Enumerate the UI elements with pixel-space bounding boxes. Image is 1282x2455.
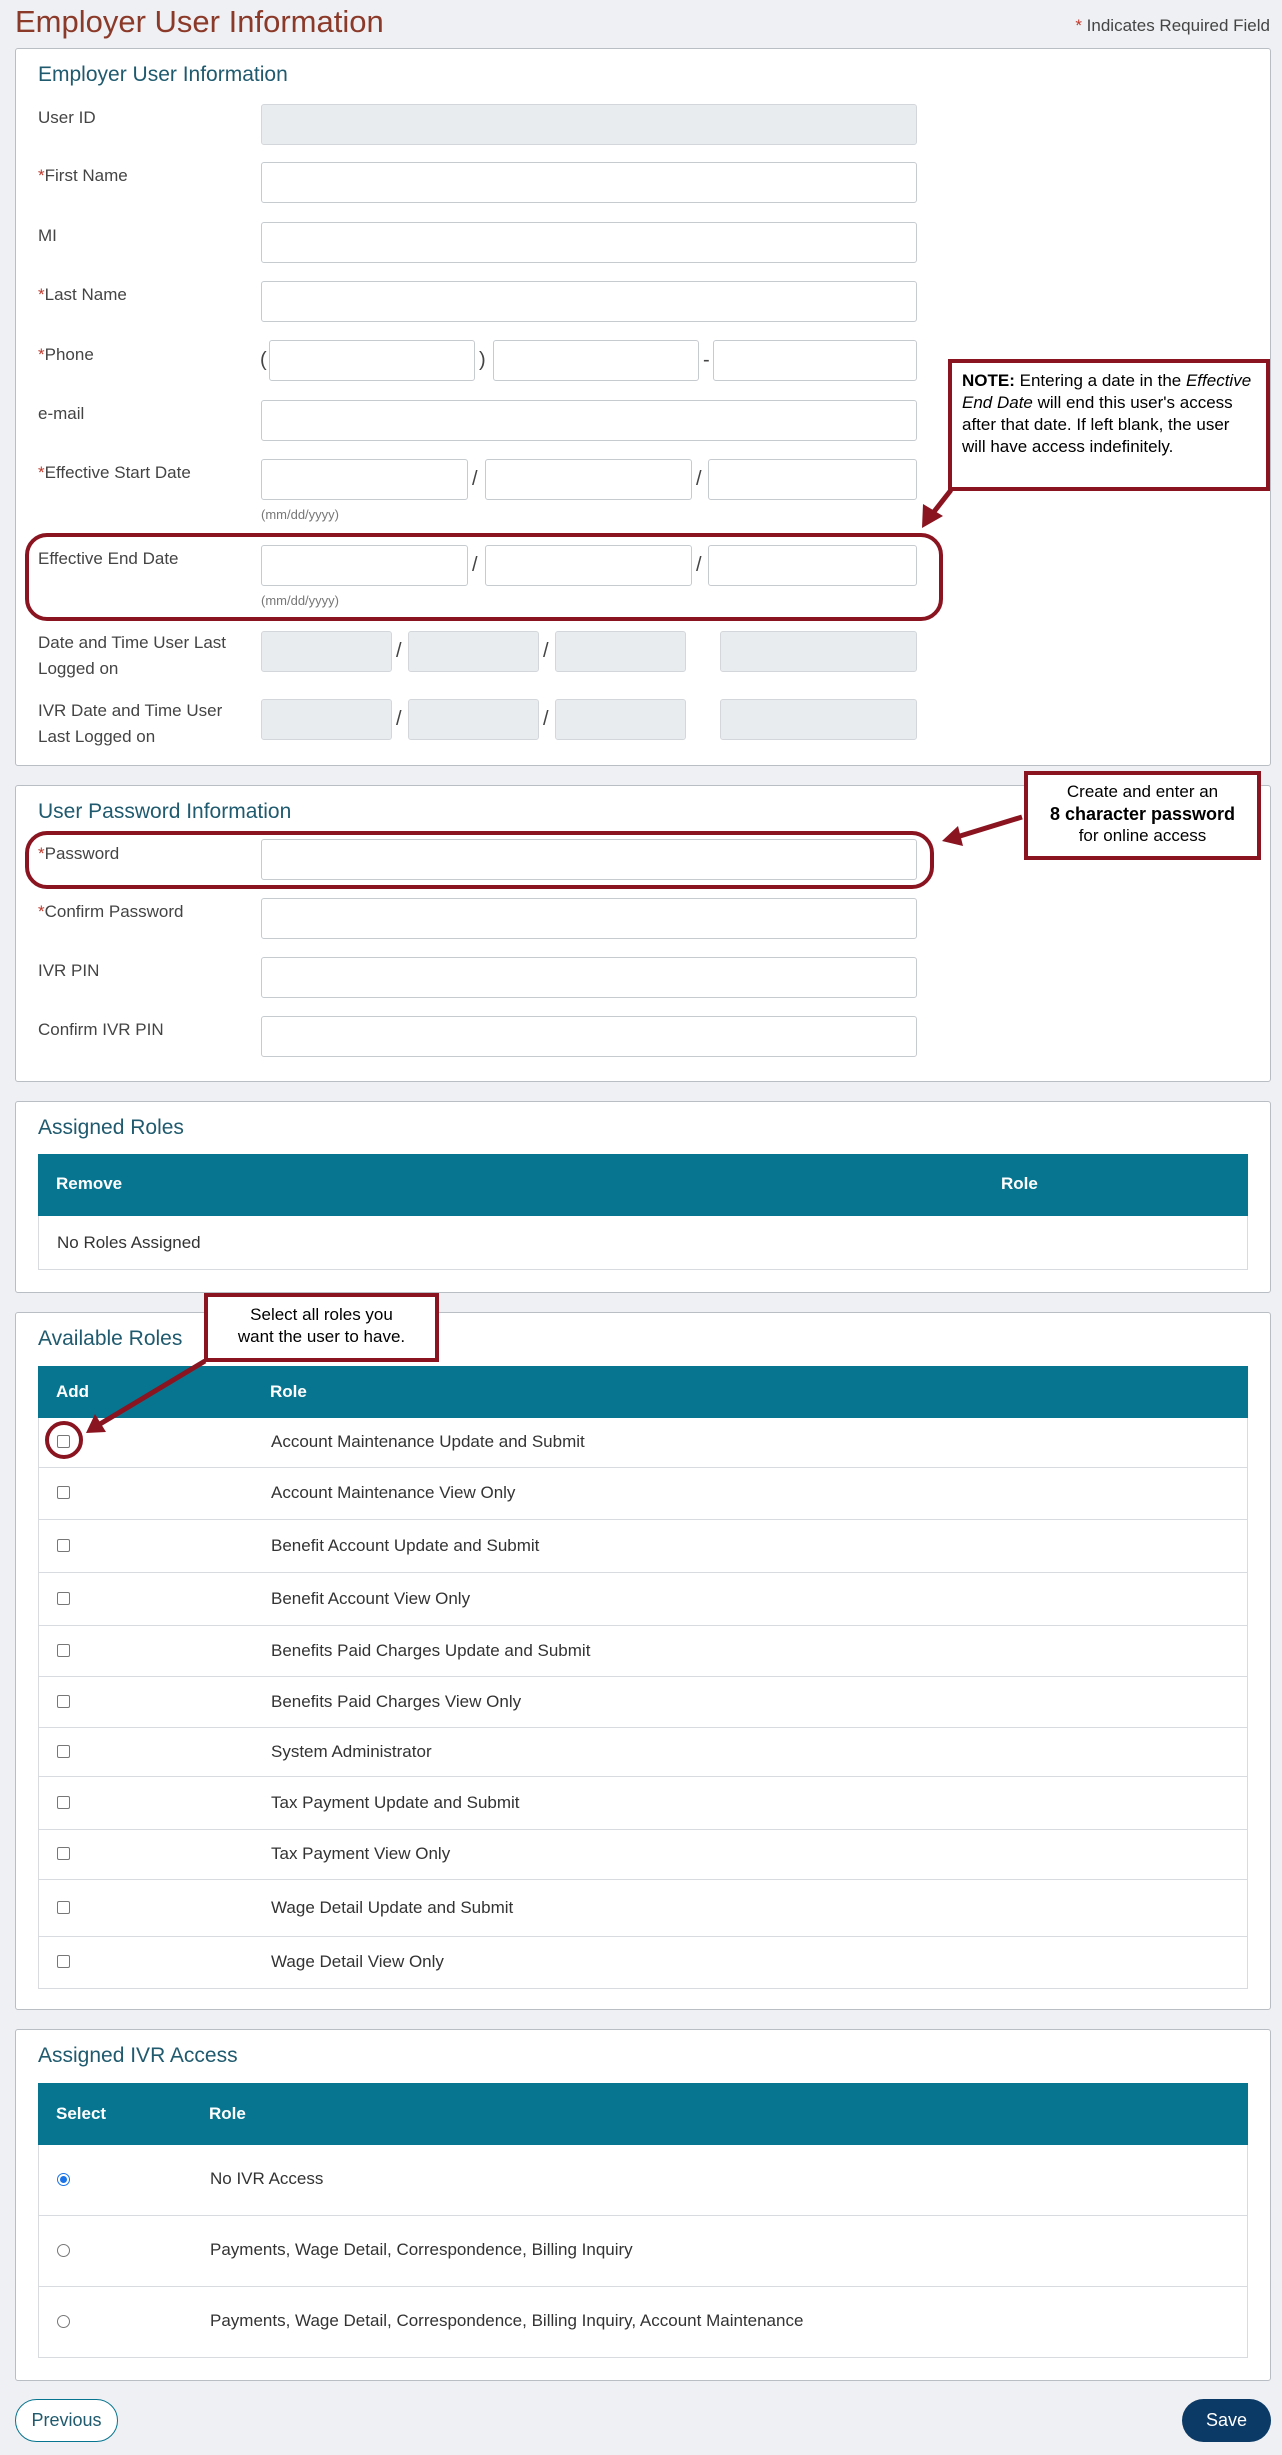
col-role: Role bbox=[209, 2104, 246, 2123]
col-remove: Remove bbox=[56, 1174, 123, 1193]
start-date-slash-2: / bbox=[696, 468, 702, 490]
last-logged-slash-1: / bbox=[396, 640, 402, 662]
ivr-option-label: Payments, Wage Detail, Correspondence, Billing Inquiry bbox=[210, 2240, 633, 2259]
role-label: Account Maintenance Update and Submit bbox=[271, 1432, 585, 1451]
required-note-text: Indicates Required Field bbox=[1086, 16, 1270, 35]
role-label: Wage Detail Update and Submit bbox=[271, 1898, 514, 1917]
arrow-to-checkbox bbox=[100, 1361, 205, 1424]
col-add: Add bbox=[56, 1382, 90, 1401]
first-name-label: *First Name bbox=[38, 166, 128, 185]
last-name-label: *Last Name bbox=[38, 285, 127, 304]
section-title-user-info: Employer User Information bbox=[38, 63, 288, 86]
phone-close-paren: ) bbox=[479, 349, 486, 371]
role-label: System Administrator bbox=[271, 1742, 432, 1761]
ivr-logged-slash-2: / bbox=[543, 708, 549, 730]
password-callout: Create and enter an 8 character password for online access bbox=[1024, 771, 1261, 860]
ivr-logged-slash-1: / bbox=[396, 708, 402, 730]
mi-label: MI bbox=[38, 226, 57, 245]
col-role: Role bbox=[1001, 1174, 1038, 1193]
user-id-label: User ID bbox=[38, 108, 96, 127]
confirm-password-label: *Confirm Password bbox=[38, 902, 184, 921]
role-label: Benefits Paid Charges Update and Submit bbox=[271, 1641, 591, 1660]
last-logged-label: Date and Time User Last Logged on bbox=[38, 633, 227, 678]
start-date-slash-1: / bbox=[472, 468, 478, 490]
start-date-hint: (mm/dd/yyyy) bbox=[261, 507, 339, 522]
section-title-assigned-roles: Assigned Roles bbox=[38, 1116, 184, 1139]
save-button[interactable]: Save bbox=[1182, 2399, 1271, 2442]
section-title-ivr-access: Assigned IVR Access bbox=[38, 2044, 238, 2067]
col-role: Role bbox=[270, 1382, 307, 1401]
role-label: Benefit Account View Only bbox=[271, 1589, 471, 1608]
start-date-label: *Effective Start Date bbox=[38, 463, 191, 482]
confirm-ivr-pin-label: Confirm IVR PIN bbox=[38, 1020, 164, 1039]
page-title: Employer User Information bbox=[15, 4, 384, 39]
ivr-option-label: No IVR Access bbox=[210, 2169, 324, 2188]
arrow-to-password bbox=[960, 817, 1022, 836]
no-roles-text: No Roles Assigned bbox=[57, 1233, 201, 1252]
end-date-note-callout: NOTE: Entering a date in the Effective End Date will end this user's access after that date. If left blank, the user will have access indefinitely. bbox=[948, 359, 1270, 491]
ivr-option-label: Payments, Wage Detail, Correspondence, Billing Inquiry, Account Maintenance bbox=[210, 2311, 804, 2330]
phone-dash: - bbox=[703, 349, 710, 371]
end-date-slash-1: / bbox=[472, 554, 478, 576]
ivr-pin-label: IVR PIN bbox=[38, 961, 100, 980]
col-select: Select bbox=[56, 2104, 107, 2123]
arrow-head-password bbox=[942, 826, 963, 846]
end-date-label: Effective End Date bbox=[38, 549, 179, 568]
role-label: Benefits Paid Charges View Only bbox=[271, 1692, 522, 1711]
role-label: Account Maintenance View Only bbox=[271, 1483, 516, 1502]
end-date-hint: (mm/dd/yyyy) bbox=[261, 593, 339, 608]
password-label: *Password bbox=[38, 844, 120, 863]
roles-callout: Select all roles you want the user to have. bbox=[204, 1293, 439, 1362]
end-date-slash-2: / bbox=[696, 554, 702, 576]
section-title-available-roles: Available Roles bbox=[38, 1327, 183, 1350]
ivr-logged-label: IVR Date and Time User Last Logged on bbox=[38, 701, 223, 746]
arrow-to-end-date bbox=[933, 490, 951, 513]
required-star: * bbox=[1075, 16, 1082, 35]
role-label: Tax Payment Update and Submit bbox=[271, 1793, 520, 1812]
last-logged-slash-2: / bbox=[543, 640, 549, 662]
phone-open-paren: ( bbox=[260, 349, 267, 371]
role-label: Wage Detail View Only bbox=[271, 1952, 444, 1971]
role-label: Tax Payment View Only bbox=[271, 1844, 451, 1863]
section-title-password: User Password Information bbox=[38, 800, 292, 823]
phone-label: *Phone bbox=[38, 345, 94, 364]
previous-button[interactable]: Previous bbox=[15, 2399, 118, 2442]
role-label: Benefit Account Update and Submit bbox=[271, 1536, 540, 1555]
email-label: e-mail bbox=[38, 404, 85, 423]
